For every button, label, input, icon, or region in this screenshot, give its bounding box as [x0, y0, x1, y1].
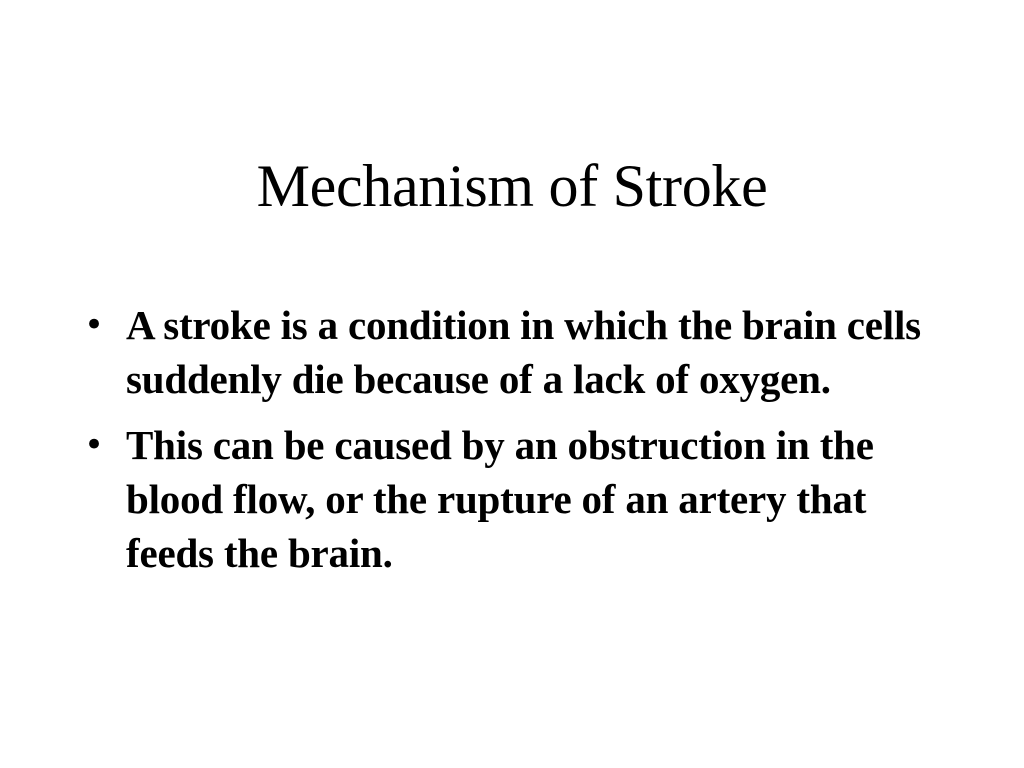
bullet-marker: • — [84, 425, 104, 465]
bullet-item — [84, 418, 944, 580]
bullet-marker: • — [84, 305, 104, 345]
bullet-text: A stroke is a condition in which the brain cells suddenly die because of a lack of oxygen. — [126, 302, 921, 402]
bullet-item — [84, 298, 944, 406]
bullet-list — [84, 298, 944, 592]
slide-title: Mechanism of Stroke — [256, 153, 768, 219]
bullet-text: This can be caused by an obstruction in the blood flow, or the rupture of an artery that feeds the brain. — [126, 422, 874, 576]
